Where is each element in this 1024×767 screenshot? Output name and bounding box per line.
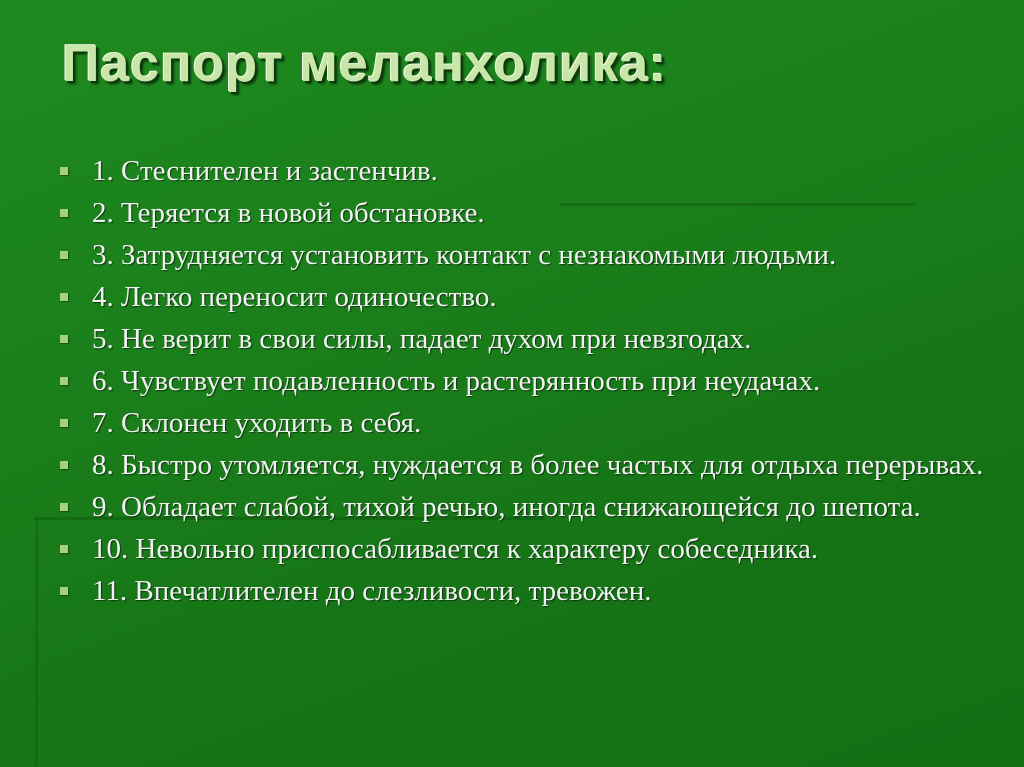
square-bullet-icon: [60, 293, 68, 301]
square-bullet-icon: [60, 503, 68, 511]
square-bullet-icon: [60, 209, 68, 217]
list-item: [60, 575, 1000, 607]
square-bullet-icon: [60, 251, 68, 259]
list-item: [60, 449, 1000, 481]
square-bullet-icon: [60, 545, 68, 553]
list-item-text: 1. Стеснителен и застенчив.: [92, 155, 438, 187]
list-item: [60, 281, 1000, 313]
list-item-text: 9. Обладает слабой, тихой речью, иногда снижающейся до шепота.: [92, 491, 921, 523]
list-item-text: 7. Склонен уходить в себя.: [92, 407, 422, 439]
square-bullet-icon: [60, 377, 68, 385]
bullet-list: [60, 155, 1000, 617]
square-bullet-icon: [60, 167, 68, 175]
list-item: [60, 407, 1000, 439]
list-item-text: 3. Затрудняется установить контакт с незнакомыми людьми.: [92, 239, 837, 271]
list-item: [60, 239, 1000, 271]
list-item: [60, 197, 1000, 229]
decorative-line: [35, 517, 38, 767]
list-item: [60, 365, 1000, 397]
list-item: [60, 323, 1000, 355]
list-item-text: 5. Не верит в свои силы, падает духом при невзгодах.: [92, 323, 752, 355]
square-bullet-icon: [60, 335, 68, 343]
list-item: [60, 155, 1000, 187]
list-item-text: 4. Легко переносит одиночество.: [92, 281, 497, 313]
square-bullet-icon: [60, 587, 68, 595]
list-item-text: 6. Чувствует подавленность и растерянность при неудачах.: [92, 365, 821, 397]
square-bullet-icon: [60, 419, 68, 427]
list-item: [60, 533, 1000, 565]
list-item: [60, 491, 1000, 523]
list-item-text: 2. Теряется в новой обстановке.: [92, 197, 485, 229]
square-bullet-icon: [60, 461, 68, 469]
list-item-text: 8. Быстро утомляется, нуждается в более частых для отдыха перерывах.: [92, 449, 984, 481]
slide-title: Паспорт меланхолика:: [62, 35, 668, 93]
list-item-text: 10. Невольно приспосабливается к характеру собеседника.: [92, 533, 819, 565]
list-item-text: 11. Впечатлителен до слезливости, тревожен.: [92, 575, 652, 607]
